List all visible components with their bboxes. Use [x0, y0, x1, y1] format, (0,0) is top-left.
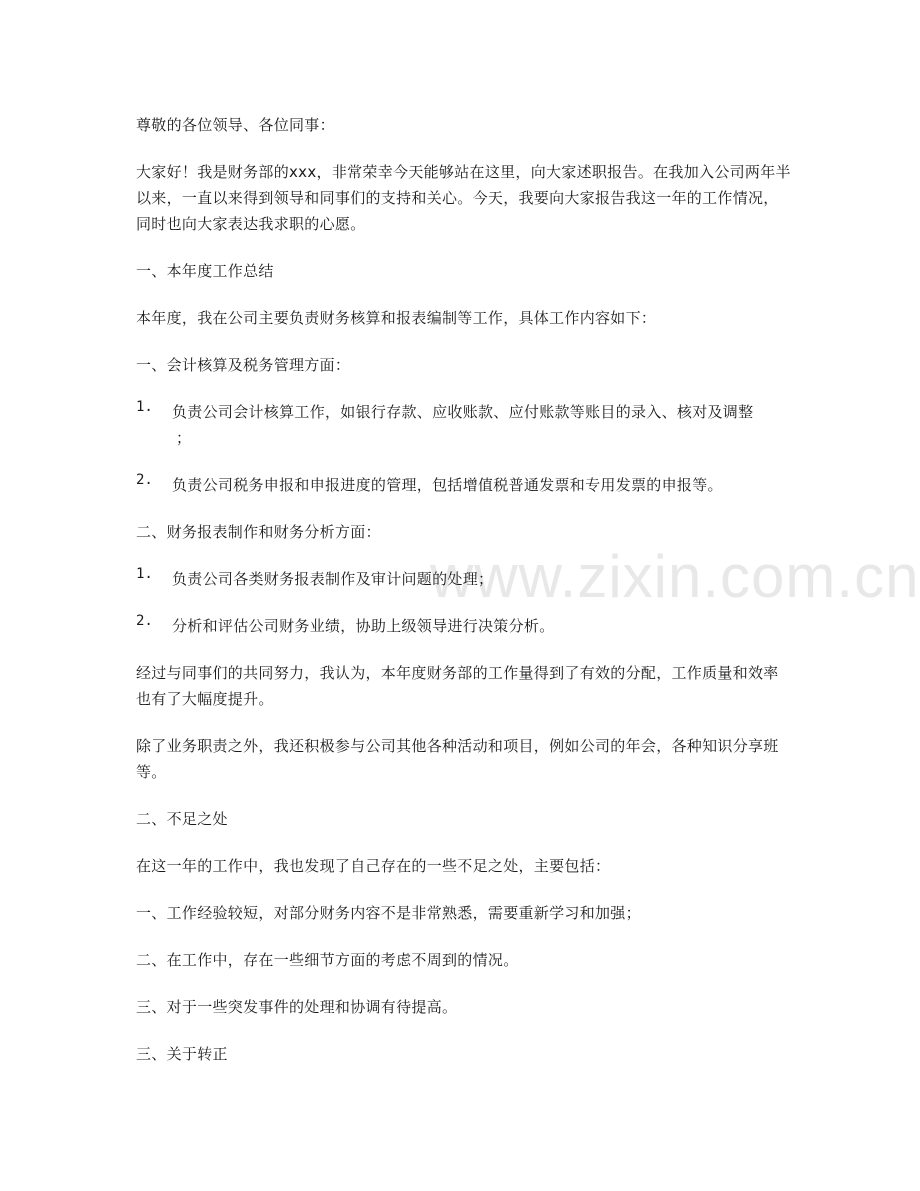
salutation: 尊敬的各位领导、各位同事：: [136, 116, 335, 134]
section-heading-work-summary: 一、本年度工作总结: [136, 262, 274, 280]
watermark: www.zixin.com.cn: [430, 543, 920, 610]
activities-paragraph: 除了业务职责之外，我还积极参与公司其他各种活动和项目，例如公司的年会，各种知识分享班等。: [136, 737, 779, 781]
list-item-text-tail: ；: [176, 429, 192, 447]
section-heading-regularization: 三、关于转正: [136, 1045, 228, 1063]
shortcoming-item: 一、工作经验较短，对部分财务内容不是非常熟悉，需要重新学习和加强；: [136, 904, 641, 922]
subheading-accounting-tax: 一、会计核算及税务管理方面：: [136, 356, 351, 374]
list-item-text: 分析和评估公司财务业绩，协助上级领导进行决策分析。: [172, 617, 555, 635]
work-summary-intro: 本年度，我在公司主要负责财务核算和报表编制等工作，具体工作内容如下：: [136, 309, 657, 327]
list-item: [136, 472, 792, 498]
summary-paragraph: 经过与同事们的共同努力，我认为，本年度财务部的工作量得到了有效的分配，工作质量和效率也有了大幅度提升。: [136, 664, 779, 708]
list-number: 2.: [136, 613, 153, 629]
list-item-text: 负责公司税务申报和申报进度的管理，包括增值税普通发票和专用发票的申报等。: [172, 476, 723, 494]
list-number: 1.: [136, 566, 153, 582]
shortcoming-item: 三、对于一些突发事件的处理和协调有待提高。: [136, 998, 458, 1016]
list-number: 2.: [136, 472, 153, 488]
list-item: [136, 399, 792, 451]
list-item: [136, 613, 792, 639]
list-item-text: 负责公司各类财务报表制作及审计问题的处理；: [172, 570, 494, 588]
list-item: [136, 566, 792, 592]
subheading-reports-analysis: 二、财务报表制作和财务分析方面：: [136, 523, 381, 541]
shortcomings-intro: 在这一年的工作中，我也发现了自己存在的一些不足之处，主要包括：: [136, 857, 611, 875]
list-number: 1.: [136, 399, 153, 415]
intro-paragraph: 大家好！我是财务部的xxx，非常荣幸今天能够站在这里，向大家述职报告。在我加入公司两年半以来，一直以来得到领导和同事们的支持和关心。今天，我要向大家报告我这一年的工作情况，同时也向大家表达我求职的心愿。: [136, 163, 791, 233]
section-heading-shortcomings: 二、不足之处: [136, 810, 228, 828]
shortcoming-item: 二、在工作中，存在一些细节方面的考虑不周到的情况。: [136, 951, 519, 969]
list-item-text: 负责公司会计核算工作，如银行存款、应收账款、应付账款等账目的录入、核对及调整: [172, 403, 754, 421]
document-body: [136, 112, 792, 1088]
